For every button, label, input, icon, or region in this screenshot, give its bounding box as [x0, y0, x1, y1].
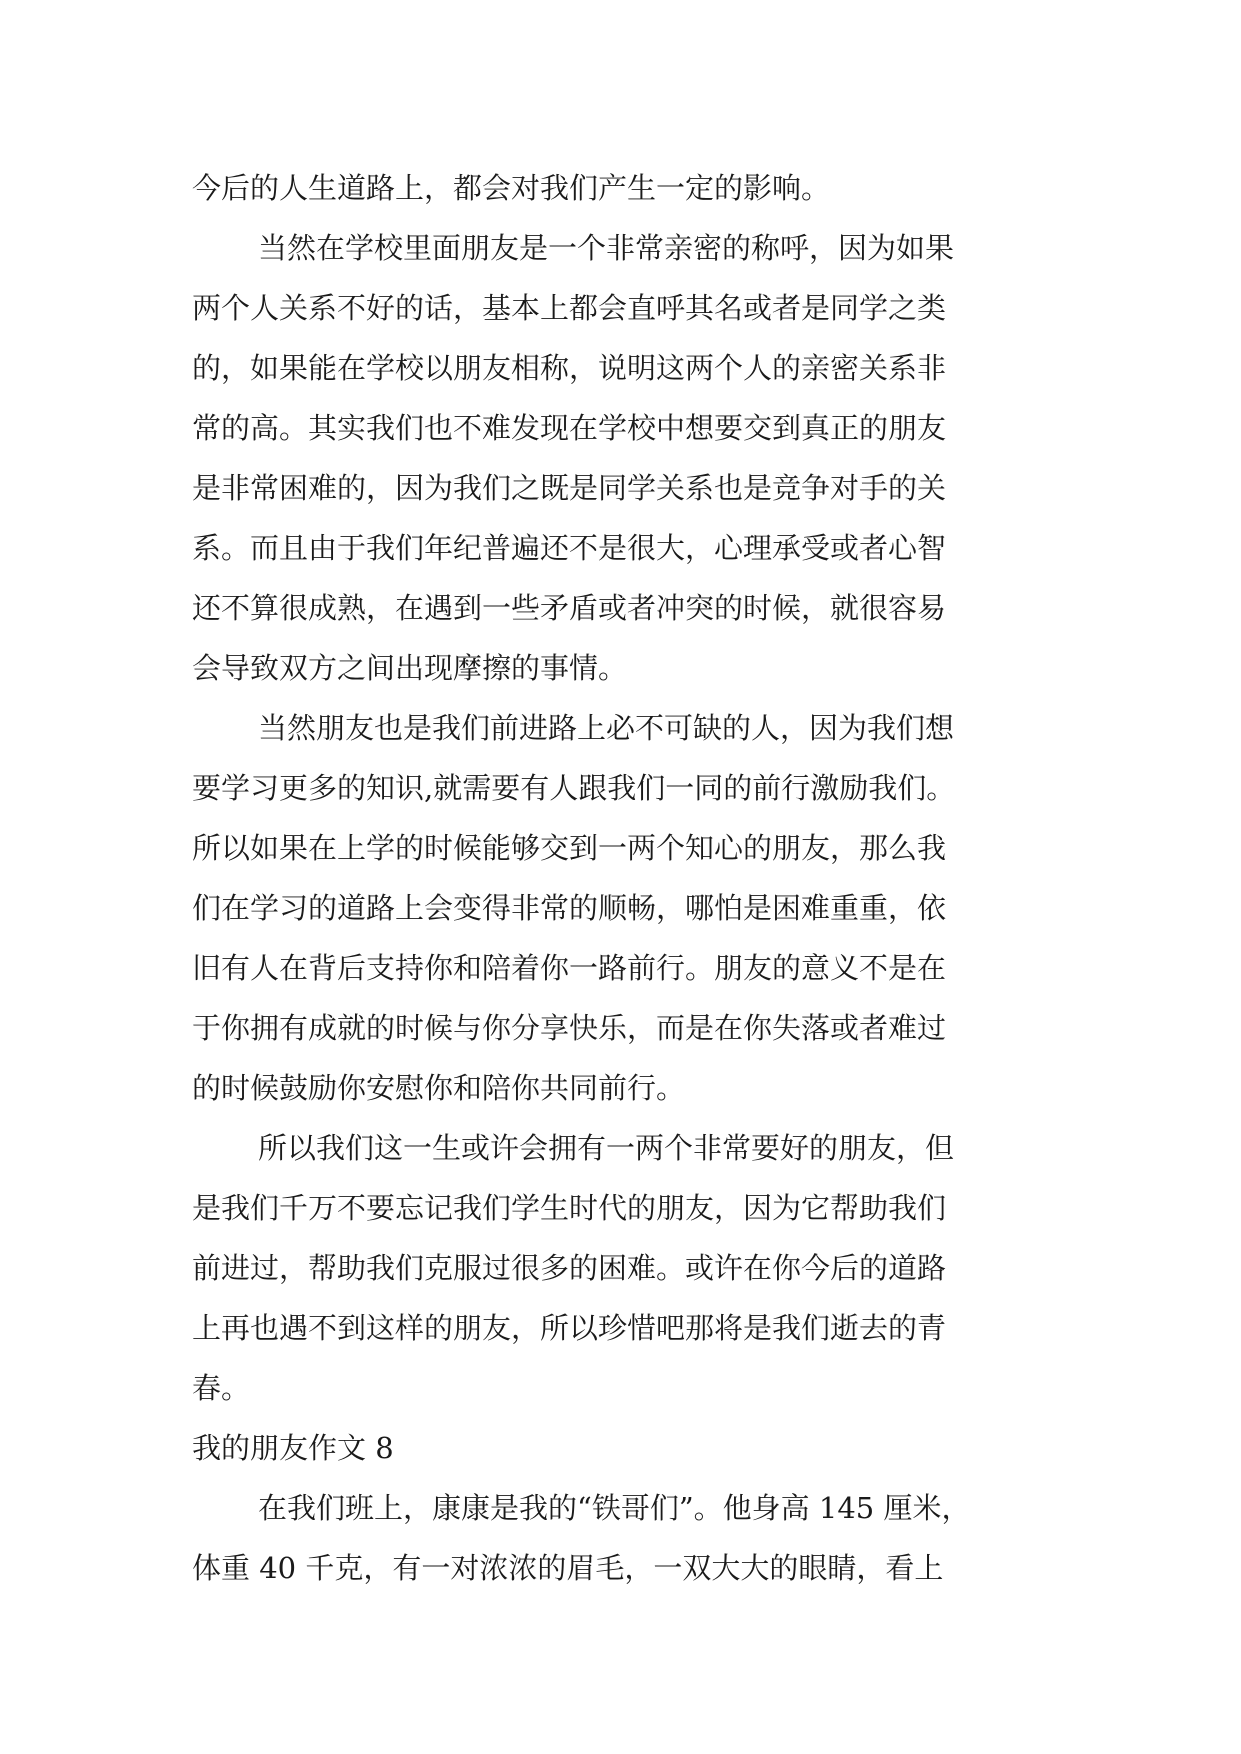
paragraph-line: 的，如果能在学校以朋友相称，说明这两个人的亲密关系非 — [192, 351, 947, 385]
paragraph-line: 系。而且由于我们年纪普遍还不是很大，心理承受或者心智 — [192, 531, 947, 565]
paragraph-line: 所以我们这一生或许会拥有一两个非常要好的朋友，但 — [258, 1131, 955, 1165]
paragraph-line: 体重 40 千克，有一对浓浓的眉毛，一双大大的眼睛，看上 — [192, 1551, 944, 1585]
paragraph-line: 旧有人在背后支持你和陪着你一路前行。朋友的意义不是在 — [192, 951, 947, 985]
paragraph-line: 上再也遇不到这样的朋友，所以珍惜吧那将是我们逝去的青 — [192, 1311, 947, 1345]
paragraph-line: 还不算很成熟，在遇到一些矛盾或者冲突的时候，就很容易 — [192, 591, 947, 625]
section-heading: 我的朋友作文 8 — [192, 1431, 394, 1465]
paragraph-line: 是我们千万不要忘记我们学生时代的朋友，因为它帮助我们 — [192, 1191, 947, 1225]
document-body — [192, 158, 1052, 1598]
paragraph-line: 今后的人生道路上，都会对我们产生一定的影响。 — [192, 171, 831, 205]
paragraph-line: 们在学习的道路上会变得非常的顺畅，哪怕是困难重重，依 — [192, 891, 947, 925]
paragraph-line: 在我们班上，康康是我的“铁哥们”。他身高 145 厘米， — [258, 1491, 971, 1525]
paragraph-line: 要学习更多的知识,就需要有人跟我们一同的前行激励我们。 — [192, 771, 956, 805]
paragraph-line: 前进过，帮助我们克服过很多的困难。或许在你今后的道路 — [192, 1251, 947, 1285]
paragraph-line: 当然朋友也是我们前进路上必不可缺的人，因为我们想 — [258, 711, 955, 745]
paragraph-line: 常的高。其实我们也不难发现在学校中想要交到真正的朋友 — [192, 411, 947, 445]
paragraph-line: 当然在学校里面朋友是一个非常亲密的称呼，因为如果 — [258, 231, 955, 265]
paragraph-line: 两个人关系不好的话，基本上都会直呼其名或者是同学之类 — [192, 291, 947, 325]
paragraph-line: 所以如果在上学的时候能够交到一两个知心的朋友，那么我 — [192, 831, 947, 865]
paragraph-line: 会导致双方之间出现摩擦的事情。 — [192, 651, 628, 685]
paragraph-line: 的时候鼓励你安慰你和陪你共同前行。 — [192, 1071, 686, 1105]
paragraph-line: 春。 — [192, 1371, 251, 1405]
paragraph-line: 是非常困难的，因为我们之既是同学关系也是竞争对手的关 — [192, 471, 947, 505]
paragraph-line: 于你拥有成就的时候与你分享快乐，而是在你失落或者难过 — [192, 1011, 947, 1045]
